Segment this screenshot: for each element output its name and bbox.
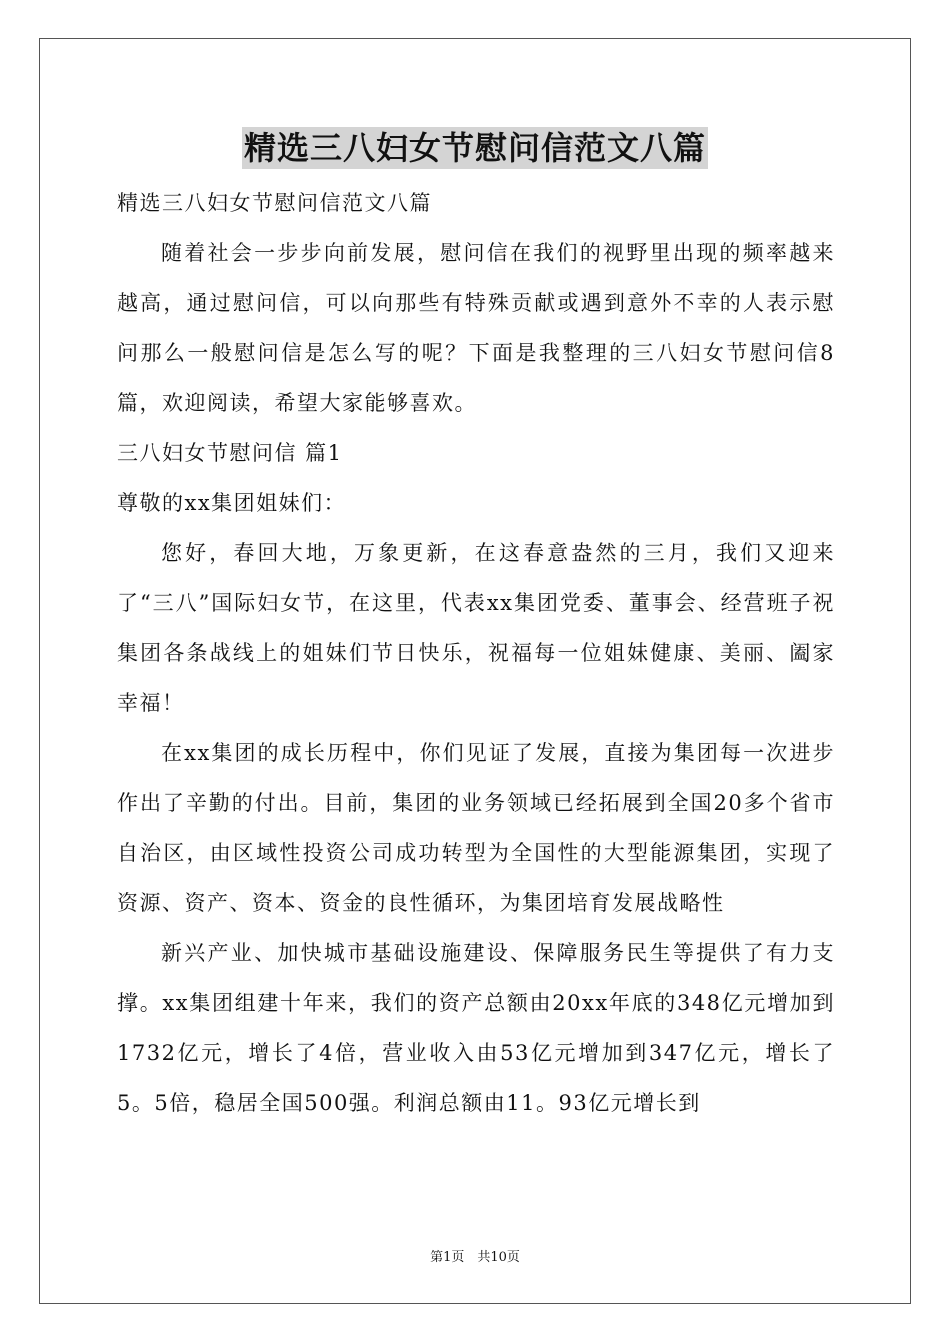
paragraph-2: 在xx集团的成长历程中，你们见证了发展，直接为集团每一次进步作出了辛勤的付出。目前，集团的业务领域已经拓展到全国20多个省市自治区，由区域性投资公司成功转型为全国性的大型能源集团，实现了资源、资产、资本、资金的良性循环，为集团培育发展战略性 <box>117 741 835 915</box>
document-title: 精选三八妇女节慰问信范文八篇 <box>243 129 706 167</box>
subtitle: 精选三八妇女节慰问信范文八篇 <box>117 191 432 215</box>
document-title-wrap <box>0 126 950 170</box>
page-footer: 第1页 共10页 <box>430 1250 520 1265</box>
document-body <box>117 178 835 1128</box>
intro-paragraph: 随着社会一步步向前发展，慰问信在我们的视野里出现的频率越来越高，通过慰问信，可以向那些有特殊贡献或遇到意外不幸的人表示慰问那么一般慰问信是怎么写的呢？下面是我整理的三八妇女节慰问信8篇，欢迎阅读，希望大家能够喜欢。 <box>117 241 835 415</box>
salutation: 尊敬的xx集团姐妹们： <box>117 491 347 515</box>
paragraph-1: 您好，春回大地，万象更新，在这春意盎然的三月，我们又迎来了“三八”国际妇女节，在这里，代表xx集团党委、董事会、经营班子祝集团各条战线上的姐妹们节日快乐，祝福每一位姐妹健康、美丽、阖家幸福！ <box>117 541 835 715</box>
section-heading: 三八妇女节慰问信 篇1 <box>117 441 343 465</box>
paragraph-3: 新兴产业、加快城市基础设施建设、保障服务民生等提供了有力支撑。xx集团组建十年来，我们的资产总额由20xx年底的348亿元增加到1732亿元，增长了4倍，营业收入由53亿元增加到347亿元，增长了5。5倍，稳居全国500强。利润总额由11。93亿元增长到 <box>117 941 835 1115</box>
